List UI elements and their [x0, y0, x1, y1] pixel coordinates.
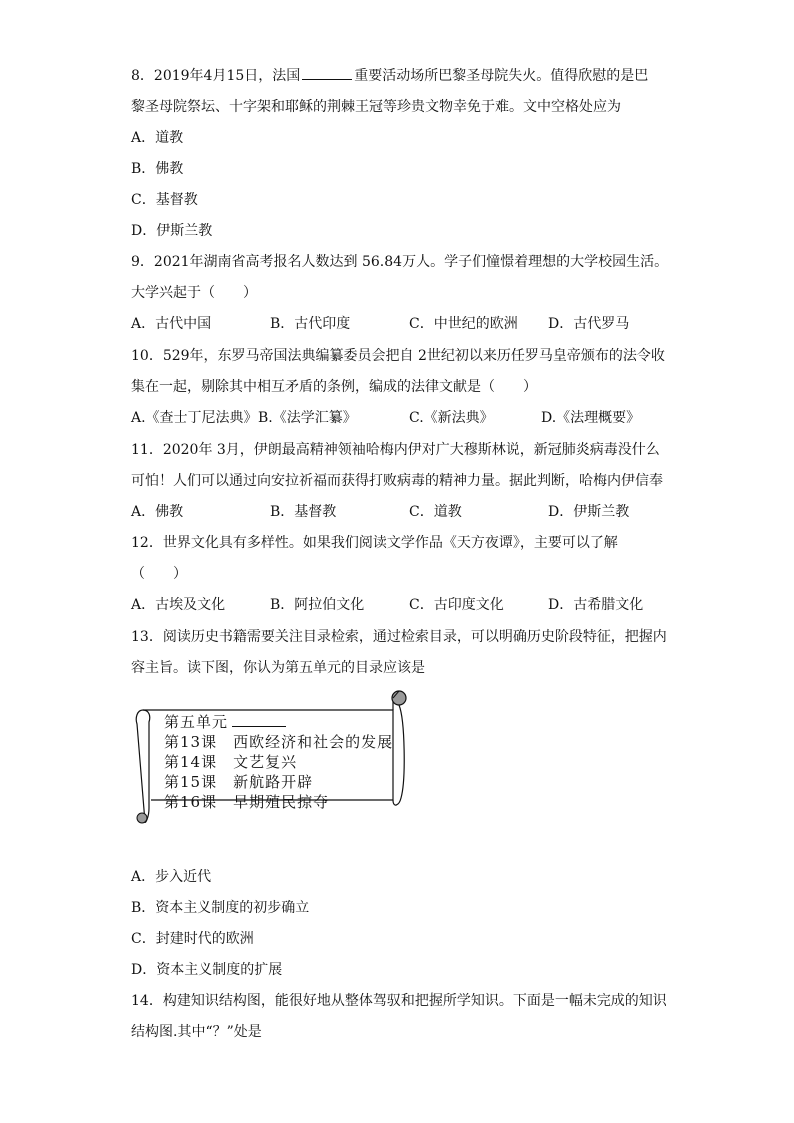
q12-option-b: B．阿拉伯文化 — [270, 597, 365, 613]
q13-option-d: D．资本主义制度的扩展 — [131, 962, 283, 978]
q8-option-a: A．道教 — [131, 130, 184, 146]
q12-option-d: D．古希腊文化 — [548, 597, 644, 613]
unit-blank — [232, 712, 286, 727]
q10-option-b: B.《法学汇纂》 — [258, 410, 357, 426]
q12-line-2: （ ） — [131, 566, 187, 582]
q10-line-1: 10．529年，东罗马帝国法典编纂委员会把自 2世纪初以来历任罗马皇帝颁布的法令收 — [131, 348, 665, 364]
q8-option-b: B．佛教 — [131, 161, 184, 177]
q14-line-2: 结构图.其中“？”处是 — [131, 1024, 262, 1040]
q8-line-1: 8．2019年4月15日，法国 重要活动场所巴黎圣母院失火。值得欣慰的是巴 — [131, 68, 649, 84]
unit-title: 第五单元 — [164, 712, 393, 732]
q9-option-b: B．古代印度 — [270, 316, 351, 332]
lesson-14: 第14课 文艺复兴 — [164, 753, 298, 771]
q8-option-d: D．伊斯兰教 — [131, 223, 213, 239]
q8-option-c: C．基督教 — [131, 192, 198, 208]
q10-option-a: A.《查士丁尼法典》 — [131, 410, 258, 426]
q8-blank — [302, 66, 352, 80]
q13-option-c: C．封建时代的欧洲 — [131, 931, 254, 947]
lesson-13: 第13课 西欧经济和社会的发展 — [164, 733, 394, 751]
q13-option-b: B．资本主义制度的初步确立 — [131, 900, 310, 916]
lesson-15: 第15课 新航路开辟 — [164, 773, 314, 791]
q10-line-2: 集在一起，剔除其中相互矛盾的条例，编成的法律文献是（ ） — [131, 379, 537, 395]
q9-option-c: C．中世纪的欧洲 — [409, 316, 518, 332]
q11-option-c: C．道教 — [409, 504, 462, 520]
q11-option-d: D．伊斯兰教 — [548, 504, 630, 520]
lesson-16: 第16课 早期殖民掠夺 — [164, 793, 330, 811]
q13-option-a: A．步入近代 — [131, 869, 212, 885]
q11-option-a: A．佛教 — [131, 504, 184, 520]
q10-option-d: D.《法理概要》 — [541, 410, 641, 426]
q9-line-2: 大学兴起于（ ） — [131, 285, 257, 301]
q13-line-1: 13．阅读历史书籍需要关注目录检索，通过检索目录，可以明确历史阶段特征，把握内 — [131, 629, 667, 645]
q10-option-c: C.《新法典》 — [409, 410, 494, 426]
q12-option-c: C．古印度文化 — [409, 597, 504, 613]
table-of-contents-scroll — [131, 690, 411, 825]
q9-option-d: D．古代罗马 — [548, 316, 630, 332]
q9-line-1: 9．2021年湖南省高考报名人数达到 56.84万人。学子们憧憬着理想的大学校园生活。 — [131, 254, 669, 270]
q9-option-a: A．古代中国 — [131, 316, 212, 332]
q11-line-1: 11．2020年 3月，伊朗最高精神领袖哈梅内伊对广大穆斯林说，新冠肺炎病毒没什么 — [131, 442, 660, 458]
q12-option-a: A．古埃及文化 — [131, 597, 226, 613]
q11-line-2: 可怕！人们可以通过向安拉祈福而获得打败病毒的精神力量。据此判断，哈梅内伊信奉 — [131, 473, 663, 489]
scroll-contents — [164, 712, 393, 812]
q14-line-1: 14．构建知识结构图，能很好地从整体驾驭和把握所学知识。下面是一幅未完成的知识 — [131, 993, 667, 1009]
q12-line-1: 12．世界文化具有多样性。如果我们阅读文学作品《天方夜谭》，主要可以了解 — [131, 535, 618, 551]
q11-option-b: B．基督教 — [270, 504, 337, 520]
q13-line-2: 容主旨。读下图，你认为第五单元的目录应该是 — [131, 660, 425, 676]
q8-line-2: 黎圣母院祭坛、十字架和耶稣的荆棘王冠等珍贵文物幸免于难。文中空格处应为 — [131, 99, 621, 115]
